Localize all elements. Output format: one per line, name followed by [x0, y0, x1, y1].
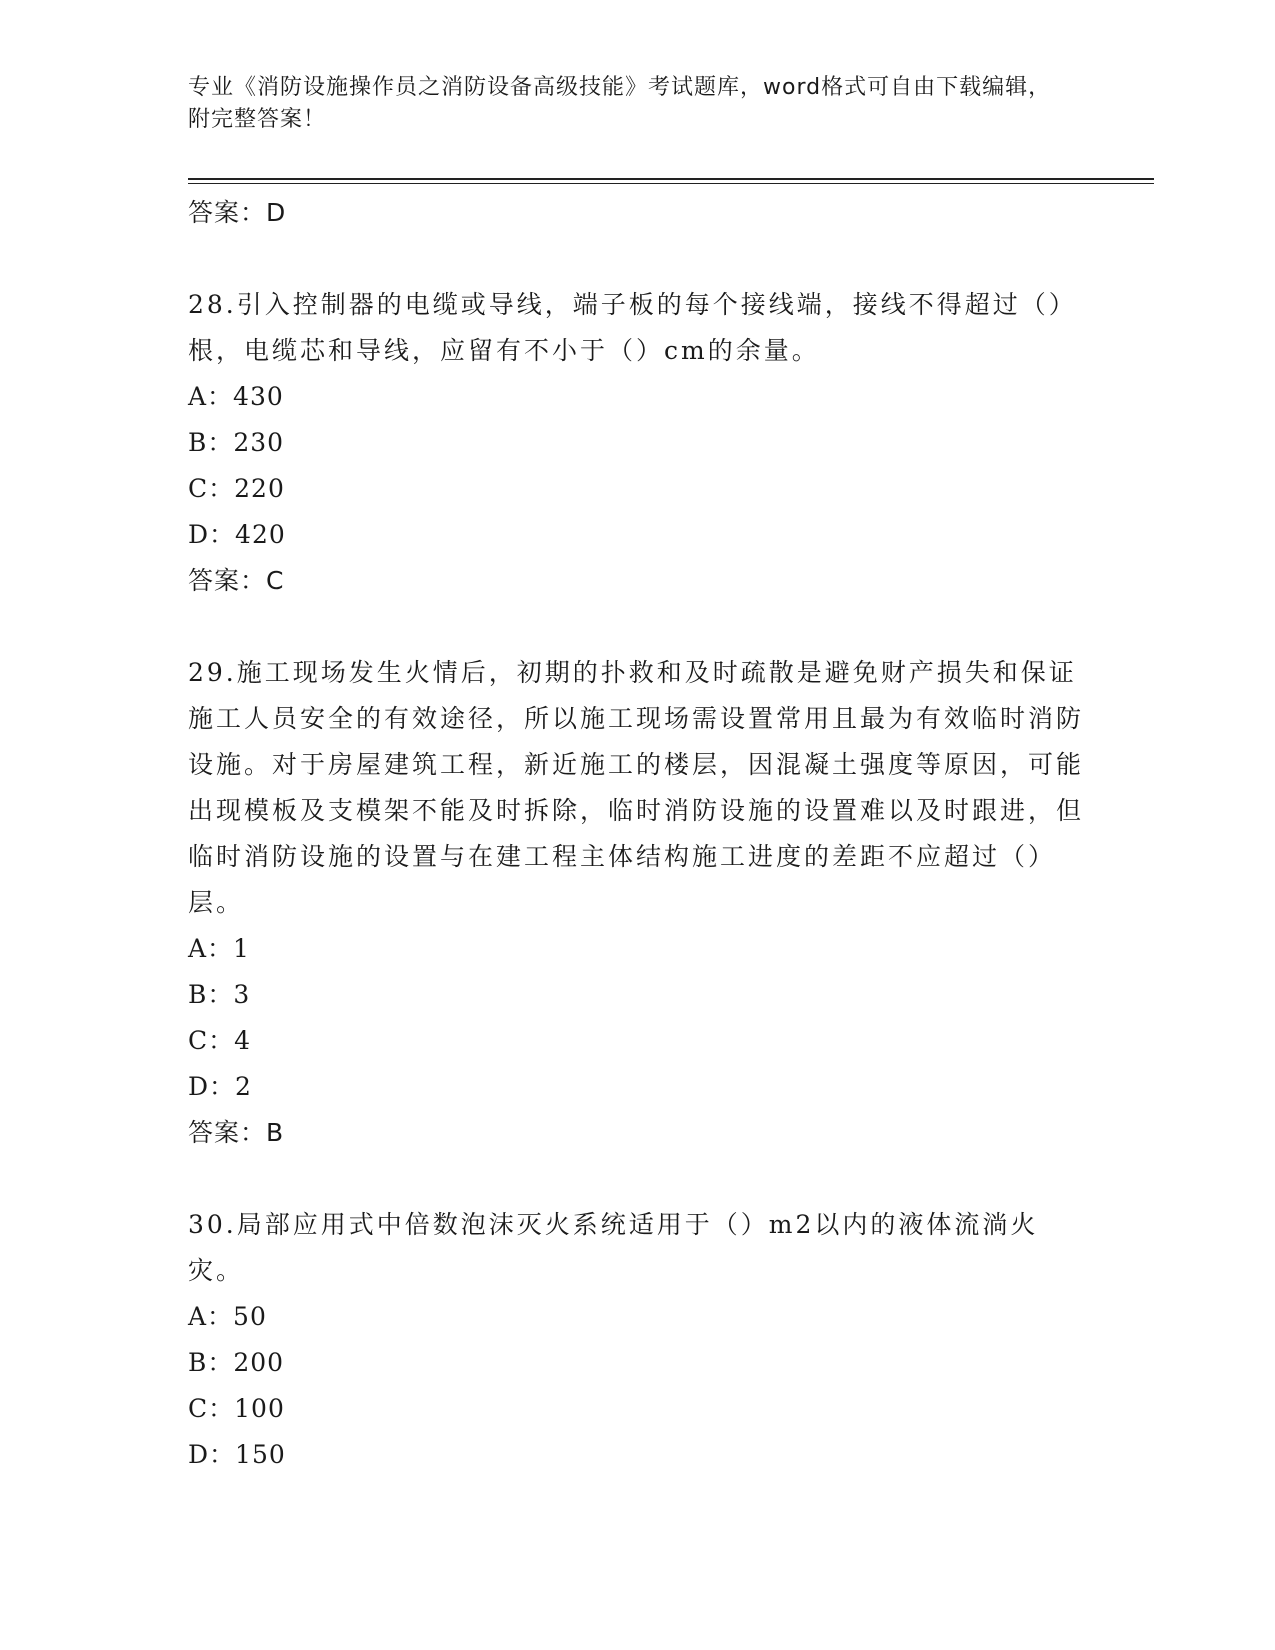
question-28 [188, 282, 1088, 604]
question-text: 28.引入控制器的电缆或导线，端子板的每个接线端，接线不得超过（）根，电缆芯和导线，应留有不小于（）cm的余量。 [188, 290, 1077, 365]
option-d: D：2 [188, 1072, 252, 1101]
option-a: A：1 [188, 934, 250, 963]
option-c: C：100 [188, 1394, 285, 1423]
option-d: D：420 [188, 520, 286, 549]
option-b: B：3 [188, 980, 251, 1009]
option-c: C：220 [188, 474, 285, 503]
previous-answer: 答案：D [188, 198, 287, 227]
option-d: D：150 [188, 1440, 286, 1469]
option-b: B：230 [188, 428, 285, 457]
option-b: B：200 [188, 1348, 285, 1377]
question-answer: 答案：B [188, 1118, 285, 1147]
question-30 [188, 1202, 1088, 1478]
question-29 [188, 650, 1088, 1156]
option-c: C：4 [188, 1026, 252, 1055]
header-divider-thin [188, 183, 1154, 184]
option-a: A：430 [188, 382, 284, 411]
question-text: 30.局部应用式中倍数泡沫灭火系统适用于（）m2以内的液体流淌火灾。 [188, 1210, 1039, 1285]
option-a: A：50 [188, 1302, 267, 1331]
question-answer: 答案：C [188, 566, 285, 595]
question-text: 29.施工现场发生火情后，初期的扑救和及时疏散是避免财产损失和保证施工人员安全的有效途径，所以施工现场需设置常用且最为有效临时消防设施。对于房屋建筑工程，新近施工的楼层，因混凝土强度等原因，可能出现模板及支模架不能及时拆除，临时消防设施的设置难以及时跟进，但临时消防设施的设置与在建工程主体结构施工进度的差距不应超过（）层。 [188, 658, 1085, 917]
document-body [188, 190, 1088, 1478]
header-divider [188, 178, 1154, 180]
page-header: 专业《消防设施操作员之消防设备高级技能》考试题库，word格式可自由下载编辑，附完整答案！ [188, 75, 1052, 132]
